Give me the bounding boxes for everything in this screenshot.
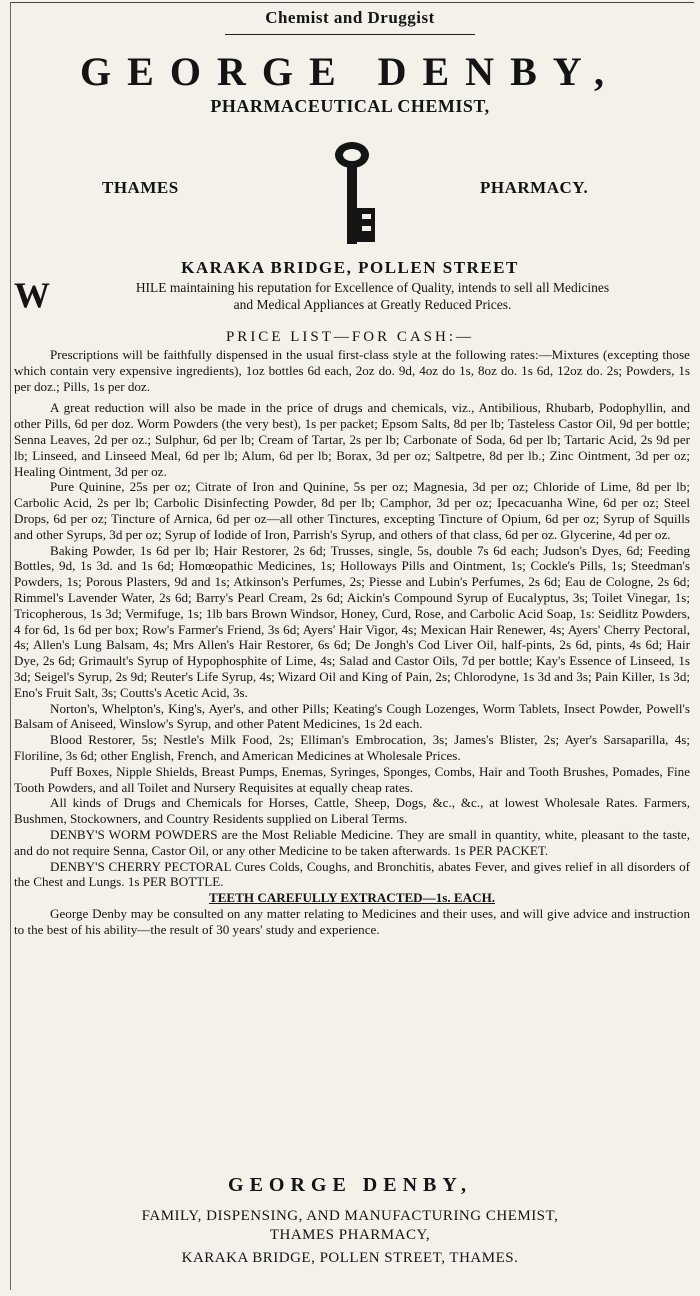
- paragraph-toilet-requisites: Puff Boxes, Nipple Shields, Breast Pumps, Enemas, Syringes, Sponges, Combs, Hair and Tooth Brushes, Pomades, Fine Tooth Powders, and all Toilet and Nursery Requisites at equally cheap rates.: [14, 763, 690, 795]
- footer-line-1: FAMILY, DISPENSING, AND MANUFACTURING CHEMIST,: [141, 1208, 559, 1224]
- closing-paragraph: George Denby may be consulted on any matter relating to Medicines and their uses, and will give advice and instruction to the best of his ability—the result of 30 years' study and experience.: [14, 905, 690, 937]
- footer-name: GEORGE DENBY,: [228, 1174, 472, 1196]
- header-divider: [225, 34, 475, 35]
- address-heading: KARAKA BRIDGE, POLLEN STREET: [181, 258, 519, 277]
- intro-line-2: and Medical Appliances at Greatly Reduced Prices.: [233, 297, 512, 312]
- advertiser-name: GEORGE DENBY,: [80, 49, 620, 94]
- right-word-pharmacy: PHARMACY.: [480, 178, 589, 197]
- left-word-thames: THAMES: [102, 178, 179, 197]
- dropcap-letter: W: [14, 275, 50, 315]
- top-border: [10, 2, 694, 3]
- footer-line-2: THAMES PHARMACY,: [269, 1227, 431, 1243]
- price-list-heading: PRICE LIST—FOR CASH:—: [225, 329, 475, 345]
- paragraph-pills: Norton's, Whelpton's, King's, Ayer's, and other Pills; Keating's Cough Lozenges, Worm Tablets, Insect Powder, Powell's Balsam of Aniseed, Winslow's Syrup, and other Patent Medicines, 1s 2d each.: [14, 700, 690, 732]
- key-icon: [326, 138, 378, 248]
- left-border: [10, 2, 11, 1290]
- advertiser-title: PHARMACEUTICAL CHEMIST,: [210, 96, 490, 116]
- paragraph-blood-restorer: Blood Restorer, 5s; Nestle's Milk Food, 2s; Elliman's Embrocation, 3s; James's Blister, 2s; Ayer's Sarsaparilla, 4s; Floriline, 3s 6d; other English, French, and American Medicines at Wholesale Prices.: [14, 732, 690, 763]
- paragraph-livestock: All kinds of Drugs and Chemicals for Horses, Cattle, Sheep, Dogs, &c., &c., at lowest Wholesale Rates. Farmers, Bushmen, Stockowners, and Country Residents supplied on Liberal Terms.: [14, 795, 690, 827]
- paragraph-worm-powders: DENBY'S WORM POWDERS are the Most Reliable Medicine. They are small in quantity, white, pleasant to the taste, and do not require Senna, Castor Oil, or any other Medicine to be taken afterwards. 1s PER PACKET.: [14, 826, 690, 858]
- section-header: Chemist and Druggist: [265, 8, 435, 27]
- intro-line-1: HILE maintaining his reputation for Excellence of Quality, intends to sell all Medicines: [135, 280, 610, 295]
- paragraph-quinine: Pure Quinine, 25s per oz; Citrate of Iron and Quinine, 5s per oz; Magnesia, 3d per oz; Chloride of Lime, 8d per lb; Carbolic Acid, 2s per lb; Carbolic Disinfecting Powder, 8d per lb; Camphor, 3d per oz; Ipecacuanha Wine, 6d per oz; Steel Drops, 6d per oz; Tincture of Arnica, 6d per oz—all other Tinctures, excepting Tincture of Opium, 6d per oz; Syrup of Squills and other Syrups, 3d per oz; Syrup of Iodide of Iron, Parrish's Syrup, and others of that class, 6d per oz. Glycerine, 4d per oz.: [14, 479, 690, 542]
- paragraph-drugs: A great reduction will also be made in the price of drugs and chemicals, viz., Antibilious, Rhubarb, Podophyllin, and other Pills, 6d per doz. Worm Powders (the very best), 1s per packet; Epsom Salts, 8d per lb; Tasteless Castor Oil, 9d per bottle; Senna Leaves, 2d per oz.; Sulphur, 6d per lb; Cream of Tartar, 2s per lb; Carbonate of Soda, 6d per lb; Tartaric Acid, 2s 9d per lb; Linseed, and Linseed Meal, 6d per lb; Alum, 6d per lb; Borax, 3d per oz; Saltpetre, 8d per lb.; Zinc Ointment, 3d per oz; Healing Ointment, 3d per oz.: [14, 400, 690, 479]
- footer-line-3: KARAKA BRIDGE, POLLEN STREET, THAMES.: [181, 1250, 519, 1266]
- paragraph-prescriptions: Prescriptions will be faithfully dispensed in the usual first-class style at the following rates:—Mixtures (excepting those which contain very expensive ingredients), 1oz bottles 6d each, 2oz do. 9d, 4oz do 1s, 8oz do. 1s 6d, 12oz do. 2s; Powders, 1s per doz.; Pills, 1s per doz.: [14, 347, 690, 394]
- teeth-notice: TEETH CAREFULLY EXTRACTED—1s. EACH.: [208, 890, 496, 906]
- paragraph-patent-items: Baking Powder, 1s 6d per lb; Hair Restorer, 2s 6d; Trusses, single, 5s, double 7s 6d each; Judson's Dyes, 6d; Feeding Bottles, 9d, 1s 3d. and 1s 6d; Homœopathic Medicines, 1s; Holloways Pills and Ointment, 1s; Cockle's Pills, 1s; Steedman's Powders, 1s; Porous Plasters, 9d and 1s; Atkinson's Perfumes, 2s; Piesse and Lubin's Perfumes, 2s 6d; Eau de Cologne, 2s 6d; Rimmel's Lavender Water, 2s 6d; Barry's Pearl Cream, 2s 6d; Aickin's Compound Syrup of Eucalyptus, 3s; Toilet Vinegar, 1s; Tricopherous, 1s 3d; Vermifuge, 1s; 1lb bars Brown Windsor, Honey, Curd, Rose, and Carbolic Acid Soap, 1s: Seidlitz Powders, 4 for 6d, 1s 6d per box; Row's Farmer's Friend, 3s 6d; Ayers' Hair Vigor, 4s; Mexican Hair Renewer, 4s; Ayers' Cherry Pectoral, 4s; Allen's Lung Balsam, 4s; Mrs Allen's Hair Restorer, 6s 6d; De Jongh's Cod Liver Oil, half-pints, 2s 6d, pints, 4s 6d; Hair Dye, 2s 6d; Grimault's Syrup of Hypophosphite of Lime, 4s; Salad and Castor Oils, 7d per bottle; Kay's Essence of Linseed, 1s 3d; Seigel's Syrup, 2s 9d; Reuter's Life Syrup, 4s; Wizard Oil and King of Pain, 2s; Chlorodyne, 1s 3d and 3s; Pain Killer, 1s 3d; Eno's Fruit Salt, 3s; Coutts's Acetic Acid, 3s.: [14, 542, 690, 700]
- paragraph-cherry-pectoral: DENBY'S CHERRY PECTORAL Cures Colds, Coughs, and Bronchitis, abates Fever, and gives relief in all disorders of the Chest and Lungs. 1s PER BOTTLE.: [14, 858, 690, 890]
- price-list-body: [14, 347, 690, 937]
- intro-paragraph: [14, 275, 690, 315]
